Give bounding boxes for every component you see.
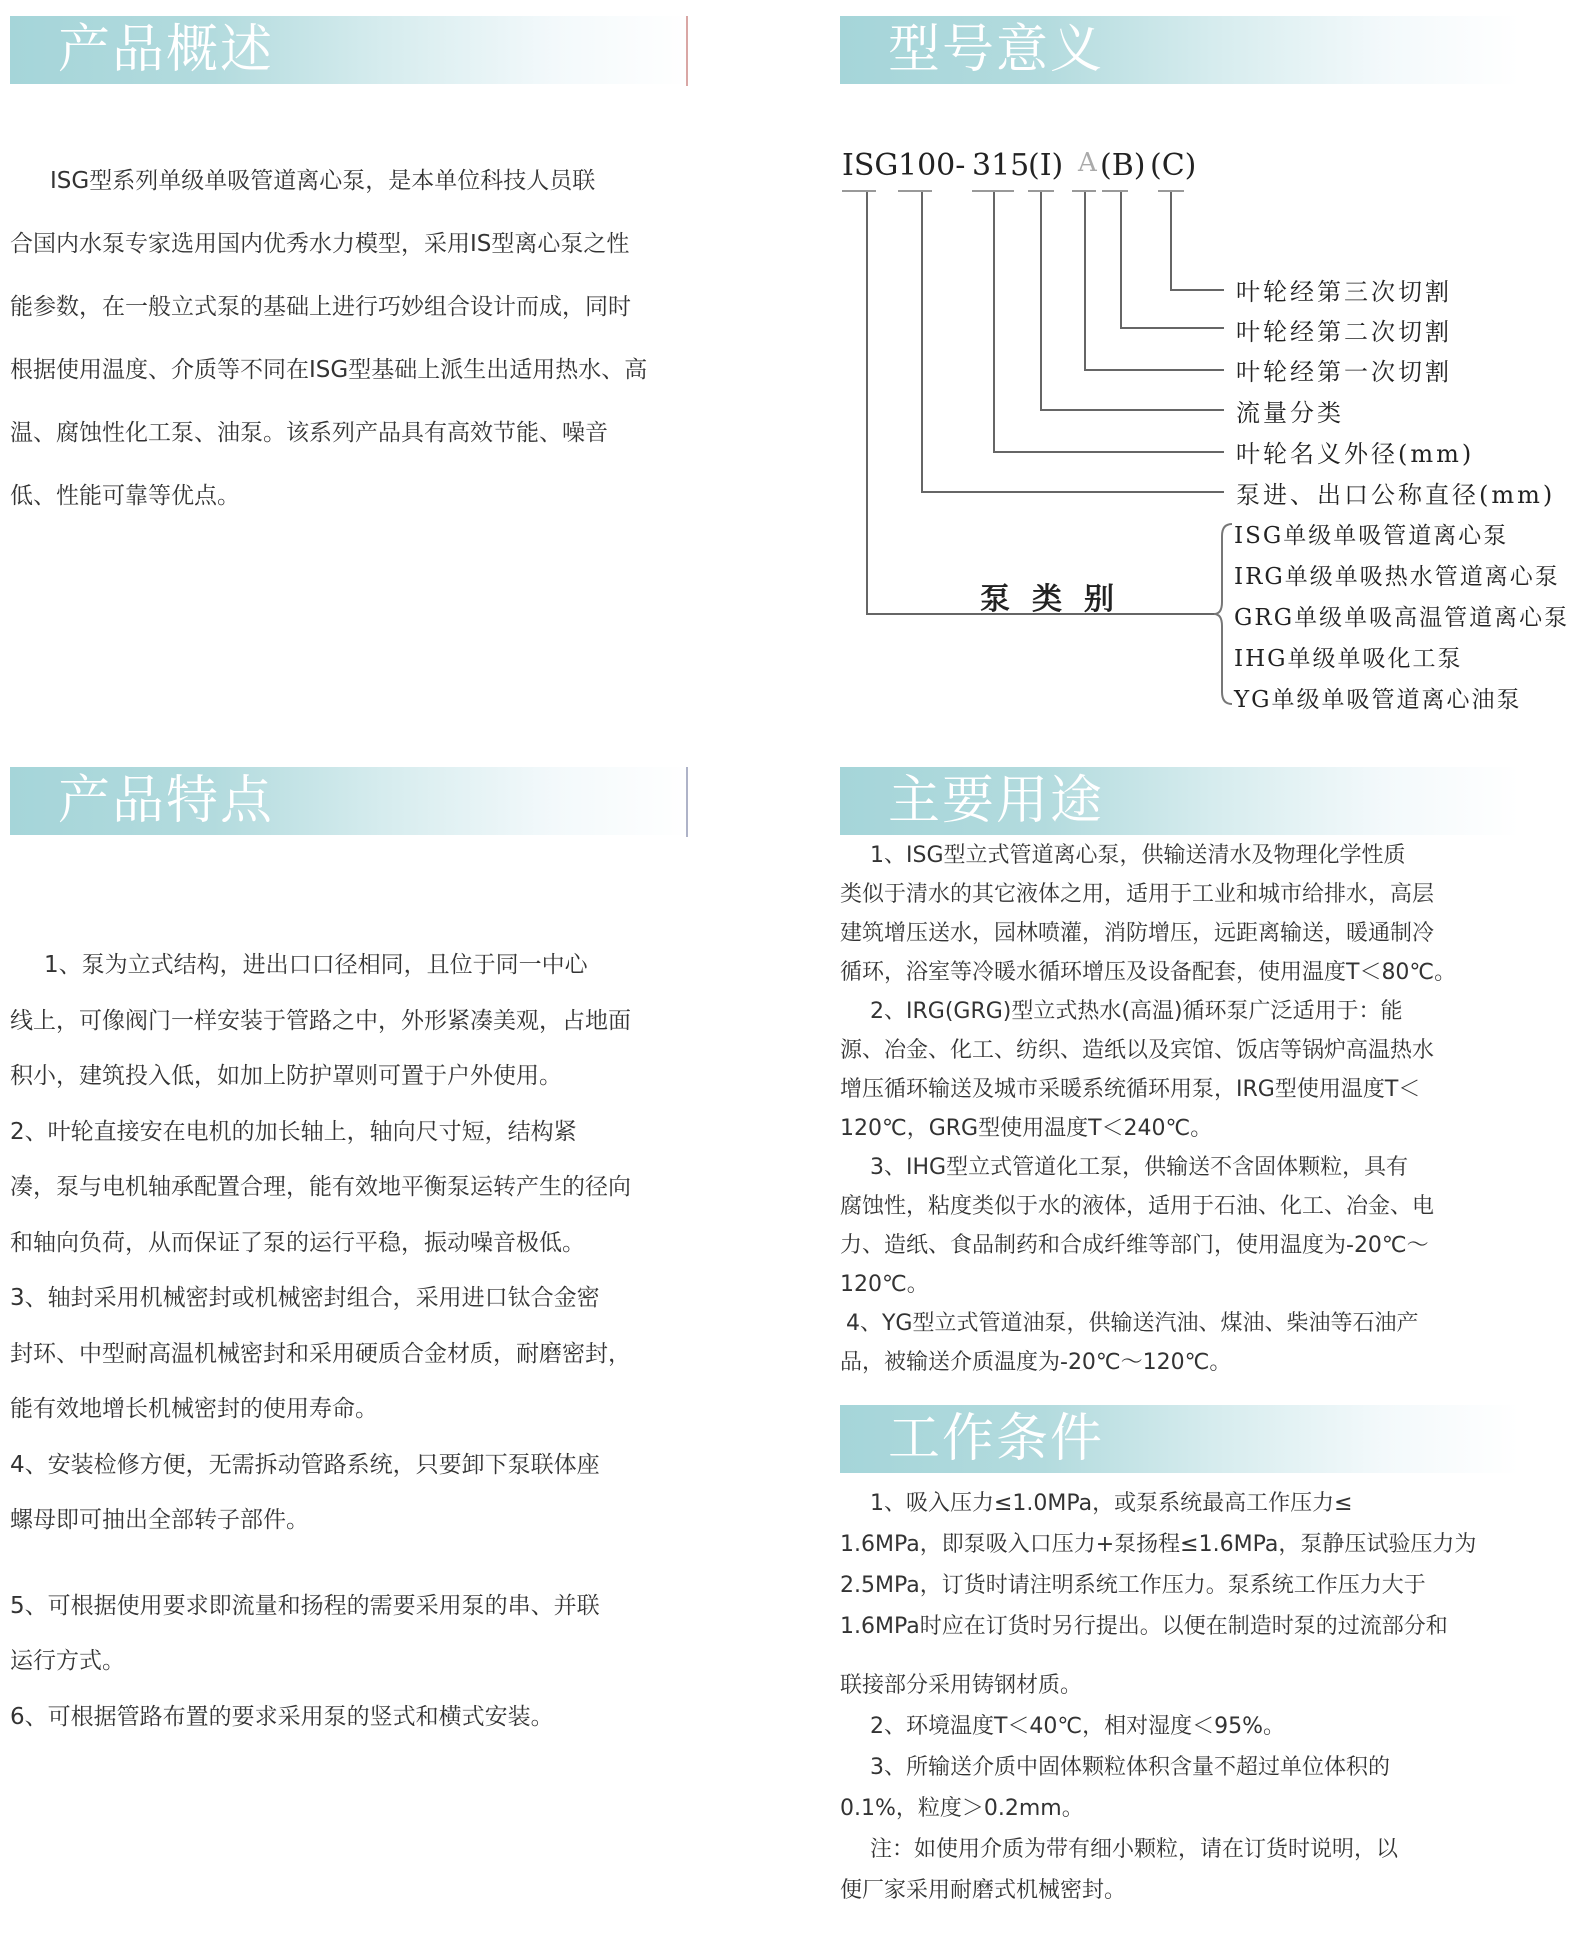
leader-horizontal <box>1120 327 1224 329</box>
leader-vertical <box>1120 192 1122 328</box>
applications-line: 力、造纸、食品制药和合成纤维等部门，使用温度为-20℃～ <box>840 1233 1429 1258</box>
applications-line: 3、IHG型立式管道化工泵，供输送不含固体颗粒，具有 <box>870 1155 1409 1180</box>
conditions-text <box>840 1483 1560 1911</box>
leader-horizontal <box>921 491 1224 493</box>
leader-vertical <box>1084 192 1086 370</box>
segment-underline <box>898 190 932 192</box>
leader-horizontal <box>1040 409 1224 411</box>
applications-line: 循环，浴室等冷暖水循环增压及设备配套，使用温度T＜80℃。 <box>840 960 1457 985</box>
features-title: 产品特点 <box>58 771 275 831</box>
leader-vertical <box>1170 192 1172 290</box>
leader-vertical <box>993 192 995 452</box>
features-line: 线上，可像阀门一样安装于管路之中，外形紧凑美观，占地面 <box>10 1007 631 1034</box>
overview-line: 温、腐蚀性化工泵、油泵。该系列产品具有高效节能、噪音 <box>10 420 608 446</box>
conditions-line: 2.5MPa，订货时请注明系统工作压力。泵系统工作压力大于 <box>840 1573 1426 1598</box>
conditions-line: 便厂家采用耐磨式机械密封。 <box>840 1878 1127 1903</box>
features-line: 螺母即可抽出全部转子部件。 <box>10 1507 309 1533</box>
features-line: 2、叶轮直接安在电机的加长轴上，轴向尺寸短，结构紧 <box>10 1118 577 1145</box>
leader-horizontal <box>1170 289 1224 291</box>
category-yg: YG单级单吸管道离心油泵 <box>1234 687 1522 713</box>
conditions-line: 0.1%，粒度＞0.2mm。 <box>840 1796 1084 1821</box>
features-line: 凑，泵与电机轴承配置合理，能有效地平衡泵运转产生的径向 <box>10 1174 631 1200</box>
applications-line: 4、YG型立式管道油泵，供输送汽油、煤油、柴油等石油产 <box>846 1311 1419 1336</box>
conditions-header <box>840 1405 1520 1473</box>
applications-line: 腐蚀性，粘度类似于水的液体，适用于石油、化工、冶金、电 <box>840 1194 1435 1219</box>
overview-line: 低、性能可靠等优点。 <box>10 483 240 509</box>
features-line: 1、泵为立式结构，进出口口径相同，且位于同一中心 <box>44 952 588 978</box>
applications-line: 源、冶金、化工、纺织、造纸以及宾馆、饭店等锅炉高温热水 <box>840 1038 1435 1063</box>
code-segment-cut3: (C) <box>1150 148 1197 183</box>
overview-header <box>10 16 690 84</box>
features-line: 运行方式。 <box>10 1648 125 1674</box>
segment-underline <box>842 190 876 192</box>
leader-vertical <box>1040 192 1042 410</box>
applications-line: 品，被输送介质温度为-20℃～120℃。 <box>840 1350 1232 1375</box>
code-segment-diameter: 100- <box>898 148 966 183</box>
features-line: 和轴向负荷，从而保证了泵的运行平稳，振动噪音极低。 <box>10 1229 585 1256</box>
applications-line: 1、ISG型立式管道离心泵，供输送清水及物理化学性质 <box>870 843 1406 868</box>
features-line: 能有效地增长机械密封的使用寿命。 <box>10 1396 378 1422</box>
features-header <box>10 767 690 835</box>
applications-line: 建筑增压送水，园林喷灌，消防增压，远距离输送，暖通制冷 <box>840 921 1435 946</box>
label-third-cut: 叶轮经第三次切割 <box>1236 278 1452 306</box>
conditions-line: 1.6MPa，即泵吸入口压力+泵扬程≤1.6MPa，泵静压试验压力为 <box>840 1532 1477 1557</box>
label-first-cut: 叶轮经第一次切割 <box>1236 358 1452 386</box>
code-segment-series: ISG <box>842 148 899 183</box>
model-meaning-header <box>840 16 1520 84</box>
applications-line: 120℃，GRG型使用温度T＜240℃。 <box>840 1116 1213 1141</box>
label-second-cut: 叶轮经第二次切割 <box>1236 318 1452 346</box>
segment-underline <box>1102 190 1128 192</box>
code-segment-impeller: 315 <box>972 148 1030 183</box>
label-port-diameter: 泵进、出口公称直径(mm) <box>1236 481 1556 509</box>
leader-vertical <box>866 192 868 614</box>
pump-category-title: 泵类别 <box>980 582 1136 617</box>
features-divider <box>686 767 688 837</box>
applications-text <box>840 836 1540 1382</box>
label-impeller-diameter: 叶轮名义外径(mm) <box>1236 440 1475 468</box>
model-meaning-title: 型号意义 <box>888 20 1105 80</box>
code-segment-flow: (I) <box>1028 148 1064 183</box>
overview-text <box>10 150 710 528</box>
overview-line: ISG型系列单级单吸管道离心泵，是本单位科技人员联 <box>50 168 596 194</box>
conditions-line: 注：如使用介质为带有细小颗粒，请在订货时说明，以 <box>870 1837 1399 1862</box>
features-line: 4、安装检修方便，无需拆动管路系统，只要卸下泵联体座 <box>10 1451 600 1478</box>
conditions-line: 1、吸入压力≤1.0MPa，或泵系统最高工作压力≤ <box>870 1491 1353 1516</box>
code-segment-cut1: A <box>1078 148 1097 178</box>
features-line: 封环、中型耐高温机械密封和采用硬质合金材质，耐磨密封， <box>10 1340 631 1367</box>
category-grg: GRG单级单吸高温管道离心泵 <box>1234 605 1570 631</box>
category-irg: IRG单级单吸热水管道离心泵 <box>1234 564 1560 590</box>
category-ihg: IHG单级单吸化工泵 <box>1234 646 1463 672</box>
features-text <box>10 938 750 1745</box>
applications-line: 2、IRG(GRG)型立式热水(高温)循环泵广泛适用于：能 <box>870 999 1403 1024</box>
conditions-line: 3、所输送介质中固体颗粒体积含量不超过单位体积的 <box>870 1755 1390 1780</box>
overview-divider <box>686 16 688 86</box>
applications-line: 120℃。 <box>840 1272 929 1297</box>
category-brace-icon <box>1212 520 1234 710</box>
label-flow-class: 流量分类 <box>1236 399 1344 427</box>
leader-vertical <box>921 192 923 492</box>
features-line: 3、轴封采用机械密封或机械密封组合，采用进口钛合金密 <box>10 1285 600 1311</box>
conditions-title: 工作条件 <box>888 1409 1105 1469</box>
applications-line: 增压循环输送及城市采暖系统循环用泵，IRG型使用温度T＜ <box>840 1077 1421 1102</box>
overview-title: 产品概述 <box>58 20 275 80</box>
features-line: 5、可根据使用要求即流量和扬程的需要采用泵的串、并联 <box>10 1592 600 1619</box>
overview-line: 根据使用温度、介质等不同在ISG型基础上派生出适用热水、高 <box>10 357 648 383</box>
conditions-line: 2、环境温度T＜40℃，相对湿度＜95%。 <box>870 1714 1286 1739</box>
overview-line: 合国内水泵专家选用国内优秀水力模型，采用IS型离心泵之性 <box>10 231 630 257</box>
features-line: 积小，建筑投入低，如加上防护罩则可置于户外使用。 <box>10 1063 562 1089</box>
category-isg: ISG单级单吸管道离心泵 <box>1234 523 1509 549</box>
features-line: 6、可根据管路布置的要求采用泵的竖式和横式安装。 <box>10 1703 554 1730</box>
conditions-line: 联接部分采用铸钢材质。 <box>840 1673 1083 1698</box>
leader-horizontal <box>993 451 1224 453</box>
applications-line: 类似于清水的其它液体之用，适用于工业和城市给排水，高层 <box>840 882 1435 907</box>
applications-title: 主要用途 <box>888 771 1105 831</box>
applications-header <box>840 767 1520 835</box>
conditions-line: 1.6MPa时应在订货时另行提出。以便在制造时泵的过流部分和 <box>840 1614 1448 1639</box>
code-segment-cut2: (B) <box>1100 148 1146 183</box>
leader-horizontal <box>1084 369 1224 371</box>
overview-line: 能参数，在一般立式泵的基础上进行巧妙组合设计而成，同时 <box>10 294 631 320</box>
